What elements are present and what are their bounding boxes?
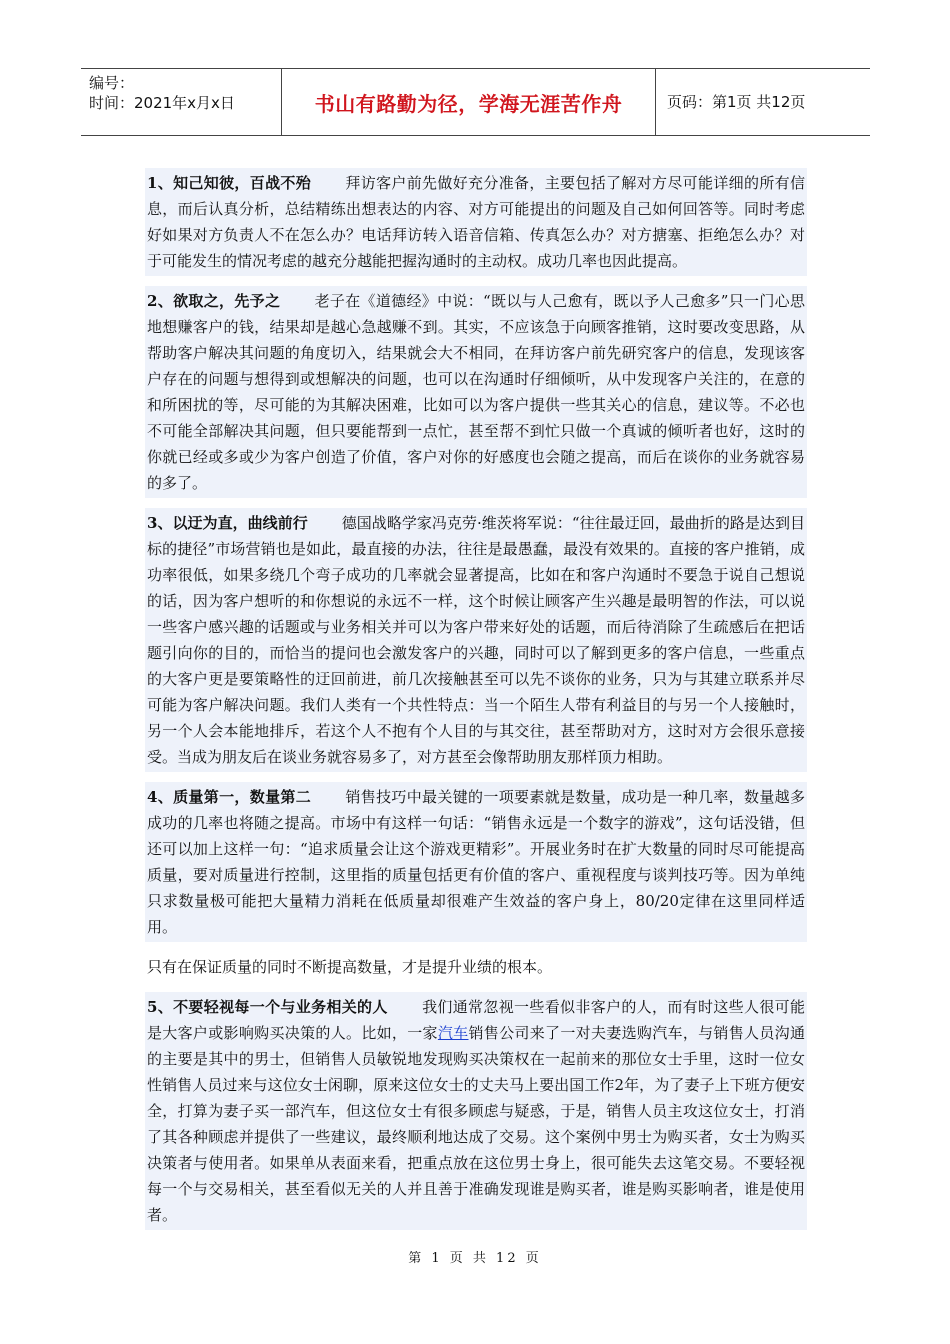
section-paragraph-4	[145, 782, 807, 942]
section-title-5: 5、不要轻视每一个与业务相关的人	[147, 998, 388, 1016]
section-title-2: 2、欲取之，先予之	[147, 292, 281, 310]
section-text-5-part1: 我们通常忽视一些看似非客户的人，而有时这些人很可能是大客户或影响购买决策的人。比如，一家	[147, 998, 805, 1042]
document-number-label: 编号：	[89, 74, 135, 92]
section-text-3: 德国战略学家冯克劳·维茨将军说：“往往最迂回，最曲折的路是达到目标的捷径”市场营销也是如此，最直接的办法，往往是最愚蠢，最没有效果的。直接的客户推销，成功率很低，如果多绕几个弯子成功的几率就会显著提高，比如在和客户沟通时不要急于说自己想说的话，因为客户想听的和你想说的永远不一样，这个时候让顾客产生兴趣是最明智的作法，可以说一些客户感兴趣的话题或与业务相关并可以为客户带来好处的话题，而后待消除了生疏感后在把话题引向你的目的，而恰当的提问也会激发客户的兴趣，同时可以了解到更多的客户信息，一些重点的大客户更是要策略性的迂回前进，前几次接触甚至可以先不谈你的业务，只为与其建立联系并尽可能为客户解决问题。我们人类有一个共性特点：当一个陌生人带有利益目的与另一个人接触时，另一个人会本能地排斥，若这个人不抱有个人目的与其交往，甚至帮助对方，这时对方会很乐意接受。当成为朋友后在谈业务就容易多了，对方甚至会像帮助朋友那样顶力相助。	[147, 514, 805, 766]
section-paragraph-3	[145, 508, 807, 772]
header-page-info: 页码：第1页 共12页	[667, 93, 806, 111]
section-text-2: 老子在《道德经》中说：“既以与人己愈有，既以予人己愈多”只一门心思地想赚客户的钱，结果却是越心急越赚不到。其实，不应该急于向顾客推销，这时要改变思路，从帮助客户解决其问题的角度切入，结果就会大不相同，在拜访客户前先研究客户的信息，发现该客户存在的问题与想得到或想解决的问题，也可以在沟通时仔细倾听，从中发现客户关注的，在意的和所困扰的等，尽可能的为其解决困难，比如可以为客户提供一些其关心的信息，建议等。不必也不可能全部解决其问题，但只要能帮到一点忙，甚至帮不到忙只做一个真诚的倾听者也好，这时的你就已经或多或少为客户创造了价值，客户对你的好感度也会随之提高，而后在谈你的业务就容易的多了。	[147, 292, 805, 492]
document-body	[145, 168, 807, 1240]
summary-paragraph: 只有在保证质量的同时不断提高数量，才是提升业绩的根本。	[147, 958, 553, 976]
section-title-3: 3、以迂为直，曲线前行	[147, 514, 308, 532]
document-time-label: 时间：2021年x月x日	[89, 94, 235, 112]
section-title-1: 1、知己知彼，百战不殆	[147, 174, 312, 192]
car-link[interactable]: 汽车	[437, 1024, 469, 1042]
page-footer: 第 1 页 共 12 页	[408, 1251, 542, 1266]
header-meta	[89, 73, 235, 113]
header-motto: 书山有路勤为径，学海无涯苦作舟	[281, 69, 656, 135]
section-paragraph-5	[145, 992, 807, 1230]
section-text-1: 拜访客户前先做好充分准备，主要包括了解对方尽可能详细的所有信息，而后认真分析，总结精练出想表达的内容、对方可能提出的问题及自己如何回答等。同时考虑好如果对方负责人不在怎么办？电话拜访转入语音信箱、传真怎么办？对方搪塞、拒绝怎么办？对于可能发生的情况考虑的越充分越能把握沟通时的主动权。成功几率也因此提高。	[147, 174, 805, 270]
section-paragraph-1	[145, 168, 807, 276]
page-header	[81, 68, 870, 136]
section-text-4: 销售技巧中最关键的一项要素就是数量，成功是一种几率，数量越多成功的几率也将随之提高。市场中有这样一句话：“销售永远是一个数字的游戏”，这句话没错，但还可以加上这样一句：“追求质量会让这个游戏更精彩”。开展业务时在扩大数量的同时尽可能提高质量，要对质量进行控制，这里指的质量包括更有价值的客户、重视程度与谈判技巧等。因为单纯只求数量极可能把大量精力消耗在低质量却很难产生效益的客户身上，80/20定律在这里同样适用。	[147, 788, 805, 936]
section-paragraph-2	[145, 286, 807, 498]
section-text-5-part2: 销售公司来了一对夫妻选购汽车，与销售人员沟通的主要是其中的男士，但销售人员敏锐地发现购买决策权在一起前来的那位女士手里，这时一位女性销售人员过来与这位女士闲聊，原来这位女士的丈夫马上要出国工作2年，为了妻子上下班方便安全，打算为妻子买一部汽车，但这位女士有很多顾虑与疑惑，于是，销售人员主攻这位女士，打消了其各种顾虑并提供了一些建议，最终顺利地达成了交易。这个案例中男士为购买者，女士为购买决策者与使用者。如果单从表面来看，把重点放在这位男士身上，很可能失去这笔交易。不要轻视每一个与交易相关，甚至看似无关的人并且善于准确发现谁是购买者，谁是购买影响者，谁是使用者。	[147, 1024, 805, 1224]
section-title-4: 4、质量第一，数量第二	[147, 788, 312, 806]
